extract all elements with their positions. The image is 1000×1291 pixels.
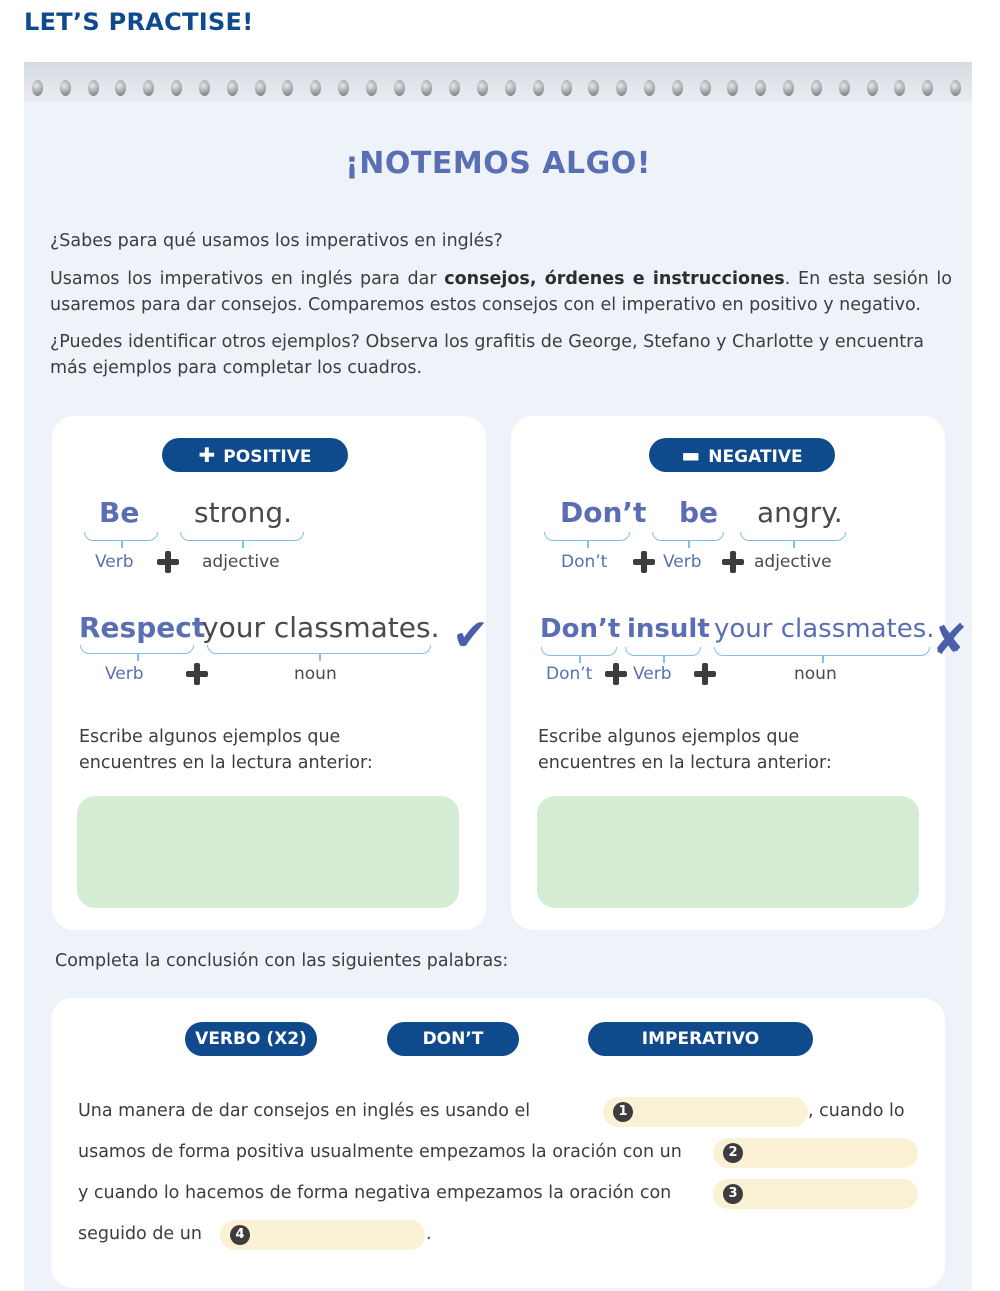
spiral-ring bbox=[561, 80, 572, 96]
intro-paragraph bbox=[50, 266, 952, 318]
positive-card bbox=[52, 416, 486, 930]
minus-icon: ▬ bbox=[681, 443, 701, 467]
conclusion-line4-end: . bbox=[426, 1224, 432, 1244]
spiral-ring bbox=[533, 80, 544, 96]
plus-icon: ✚ bbox=[198, 443, 216, 467]
spiral-ring bbox=[171, 80, 182, 96]
notebook-page bbox=[24, 62, 972, 1291]
spiral-ring bbox=[477, 80, 488, 96]
plus-icon bbox=[694, 663, 716, 685]
blank-number: 4 bbox=[230, 1225, 250, 1245]
spiral-ring bbox=[867, 80, 878, 96]
spiral-ring bbox=[143, 80, 154, 96]
spiral-ring bbox=[449, 80, 460, 96]
intro-question: ¿Sabes para qué usamos los imperativos en inglés? bbox=[50, 231, 503, 251]
negative-ex1-verb: be bbox=[679, 496, 719, 529]
intro-text-start: Usamos los imperativos en inglés para dar bbox=[50, 269, 445, 289]
label-verb: Verb bbox=[105, 664, 144, 684]
spiral-ring bbox=[255, 80, 266, 96]
spiral-ring bbox=[950, 80, 961, 96]
plus-icon bbox=[605, 663, 627, 685]
spiral-ring bbox=[88, 80, 99, 96]
spiral-ring bbox=[282, 80, 293, 96]
brace bbox=[84, 532, 158, 541]
negative-card bbox=[511, 416, 945, 930]
label-verb: Verb bbox=[663, 552, 702, 572]
spiral-ring bbox=[811, 80, 822, 96]
word-bank-imperativo: IMPERATIVO bbox=[588, 1022, 813, 1056]
positive-answer-box[interactable] bbox=[77, 796, 459, 908]
brace bbox=[652, 532, 724, 541]
negative-answer-box[interactable] bbox=[537, 796, 919, 908]
positive-ex2-verb: Respect bbox=[79, 611, 206, 644]
positive-ex1-verb: Be bbox=[99, 496, 140, 529]
blank-number: 2 bbox=[723, 1143, 743, 1163]
positive-badge bbox=[162, 438, 348, 472]
cross-icon: ✘ bbox=[932, 615, 968, 664]
checkmark-icon: ✔ bbox=[452, 610, 489, 661]
negative-ex2-noun: your classmates. bbox=[714, 614, 935, 644]
spiral-ring bbox=[366, 80, 377, 96]
negative-prompt bbox=[538, 724, 832, 776]
spiral-ring bbox=[922, 80, 933, 96]
brace bbox=[180, 532, 304, 541]
spiral-ring bbox=[783, 80, 794, 96]
spiral-ring bbox=[338, 80, 349, 96]
conclusion-line3: y cuando lo hacemos de forma negativa empezamos la oración con bbox=[78, 1183, 672, 1203]
conclusion-card bbox=[51, 998, 945, 1288]
blank-3[interactable] bbox=[713, 1179, 918, 1209]
spiral-ring bbox=[588, 80, 599, 96]
plus-icon bbox=[157, 551, 179, 573]
spiral-ring bbox=[505, 80, 516, 96]
brace bbox=[80, 645, 194, 654]
spiral-ring bbox=[199, 80, 210, 96]
plus-icon bbox=[722, 551, 744, 573]
spiral-ring bbox=[727, 80, 738, 96]
intro-text-end: . En esta sesión lo usaremos para dar consejos. Comparemos estos consejos con el imperativo en positivo y negativo. bbox=[50, 269, 952, 315]
label-noun: noun bbox=[794, 664, 837, 684]
page-heading: LET’S PRACTISE! bbox=[24, 8, 254, 36]
spiral-ring bbox=[644, 80, 655, 96]
positive-prompt bbox=[79, 724, 373, 776]
spiral-ring bbox=[839, 80, 850, 96]
spiral-ring bbox=[115, 80, 126, 96]
spiral-binding bbox=[24, 62, 972, 102]
brace bbox=[740, 532, 846, 541]
spiral-ring bbox=[421, 80, 432, 96]
negative-ex1-adjective: angry. bbox=[757, 496, 843, 529]
label-dont: Don’t bbox=[546, 664, 593, 684]
label-adjective: adjective bbox=[202, 552, 280, 572]
positive-ex2-noun: your classmates. bbox=[202, 611, 440, 644]
negative-ex1-dont: Don’t bbox=[560, 496, 647, 529]
spiral-ring bbox=[394, 80, 405, 96]
word-bank-dont: DON’T bbox=[387, 1022, 519, 1056]
positive-badge-label: POSITIVE bbox=[223, 447, 312, 467]
conclusion-line1-start: Una manera de dar consejos en inglés es usando el bbox=[78, 1101, 531, 1121]
brace bbox=[714, 647, 930, 656]
prompt-line: Escribe algunos ejemplos que bbox=[538, 727, 800, 747]
spiral-ring bbox=[700, 80, 711, 96]
spiral-ring bbox=[672, 80, 683, 96]
prompt-line: Escribe algunos ejemplos que bbox=[79, 727, 341, 747]
brace bbox=[625, 647, 701, 656]
intro-instruction: ¿Puedes identificar otros ejemplos? Observa los grafitis de George, Stefano y Charlotte y encuentra más ejemplos para completar los cuadros. bbox=[50, 332, 925, 378]
conclusion-instruction: Completa la conclusión con las siguientes palabras: bbox=[55, 951, 509, 971]
spiral-rings bbox=[32, 76, 966, 100]
blank-1[interactable] bbox=[603, 1097, 808, 1127]
conclusion-line4-start: seguido de un bbox=[78, 1224, 202, 1244]
blank-4[interactable] bbox=[220, 1220, 425, 1250]
spiral-ring bbox=[755, 80, 766, 96]
brace bbox=[207, 645, 431, 654]
blank-2[interactable] bbox=[713, 1138, 918, 1168]
label-verb: Verb bbox=[633, 664, 672, 684]
spiral-ring bbox=[310, 80, 321, 96]
intro-bold: consejos, órdenes e instrucciones bbox=[444, 269, 785, 289]
spiral-ring bbox=[227, 80, 238, 96]
plus-icon bbox=[186, 663, 208, 685]
negative-ex2-verb: insult bbox=[627, 614, 710, 644]
label-adjective: adjective bbox=[754, 552, 832, 572]
spiral-ring bbox=[894, 80, 905, 96]
conclusion-line1-end: , cuando lo bbox=[808, 1101, 905, 1121]
positive-ex1-adjective: strong. bbox=[194, 496, 293, 529]
negative-badge bbox=[649, 438, 835, 472]
negative-badge-label: NEGATIVE bbox=[708, 447, 803, 467]
blank-number: 1 bbox=[613, 1102, 633, 1122]
prompt-line: encuentres en la lectura anterior: bbox=[79, 753, 373, 773]
spiral-ring bbox=[32, 80, 43, 96]
word-bank-verbo: VERBO (X2) bbox=[185, 1022, 317, 1056]
label-noun: noun bbox=[294, 664, 337, 684]
prompt-line: encuentres en la lectura anterior: bbox=[538, 753, 832, 773]
brace bbox=[541, 647, 617, 656]
spiral-ring bbox=[616, 80, 627, 96]
section-title: ¡NOTEMOS ALGO! bbox=[345, 146, 651, 181]
blank-number: 3 bbox=[723, 1184, 743, 1204]
brace bbox=[544, 532, 630, 541]
label-dont: Don’t bbox=[561, 552, 608, 572]
plus-icon bbox=[633, 551, 655, 573]
spiral-ring bbox=[60, 80, 71, 96]
label-verb: Verb bbox=[95, 552, 134, 572]
conclusion-line2: usamos de forma positiva usualmente empezamos la oración con un bbox=[78, 1142, 682, 1162]
negative-ex2-dont: Don’t bbox=[540, 614, 621, 644]
